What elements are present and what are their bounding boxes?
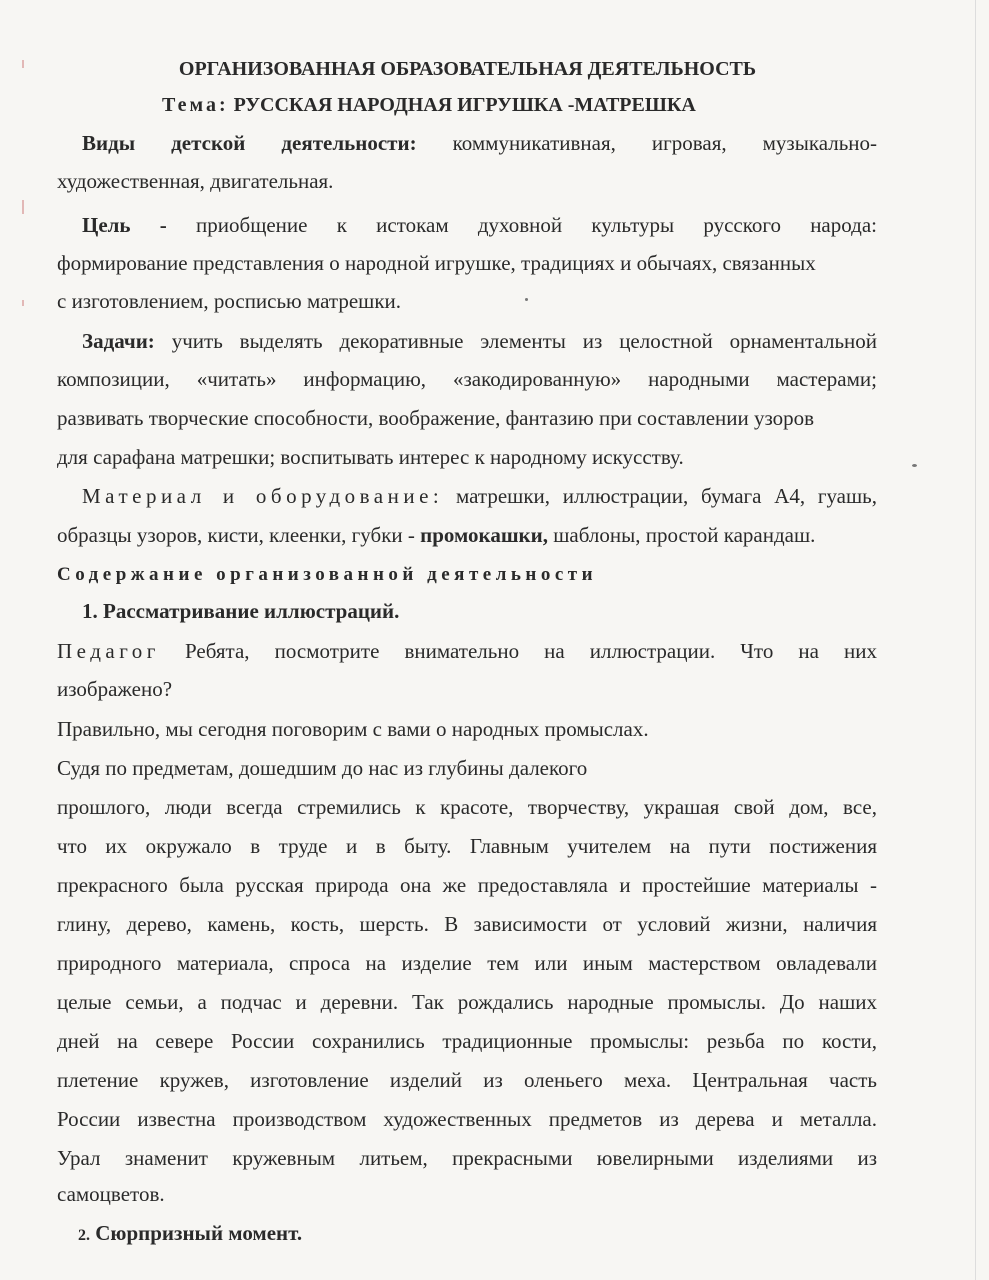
body-line: дней на севере России сохранились традиционные промыслы: резьба по кости, bbox=[57, 1029, 877, 1053]
topic-text: РУССКАЯ НАРОДНАЯ ИГРУШКА -МАТРЕШКА bbox=[233, 94, 696, 116]
content-heading: Содержание организованной деятельности bbox=[57, 564, 598, 585]
materials-text-c: шаблоны, простой карандаш. bbox=[553, 523, 816, 547]
body-line: прошлого, люди всегда стремились к красоте, творчеству, украшая свой дом, все, bbox=[57, 795, 877, 819]
tasks-label: Задачи: bbox=[82, 329, 155, 353]
materials-text-a: образцы узоров, кисти, клеенки, губки - bbox=[57, 523, 415, 547]
topic-label: Тема: bbox=[162, 94, 229, 116]
activities-line-2: художественная, двигательная. bbox=[57, 169, 334, 193]
tasks-line-4: для сарафана матрешки; воспитывать интерес к народному искусству. bbox=[57, 445, 684, 469]
activities-label: Виды детской деятельности: bbox=[82, 131, 417, 155]
materials-label: Материал и оборудование: bbox=[82, 484, 444, 508]
materials-text-bold: промокашки, bbox=[420, 523, 548, 547]
materials-text: матрешки, иллюстрации, бумага А4, гуашь, bbox=[456, 484, 877, 508]
section-2-heading bbox=[78, 1220, 302, 1249]
materials-line-2 bbox=[57, 522, 815, 548]
body-line: плетение кружев, изготовление изделий из оленьего меха. Центральная часть bbox=[57, 1068, 877, 1092]
materials-line-1 bbox=[82, 483, 877, 509]
tasks-line-1 bbox=[82, 328, 877, 354]
scan-mark bbox=[22, 300, 24, 306]
goal-line-1 bbox=[82, 212, 877, 238]
scan-speck bbox=[912, 464, 917, 467]
teacher-line-2: изображено? bbox=[57, 677, 173, 701]
section-2-number: 2. bbox=[78, 1227, 90, 1244]
body-line: природного материала, спроса на изделие тем или иным мастерством овладевали bbox=[57, 951, 877, 975]
body-line: что их окружало в труде и в быту. Главным учителем на пути постижения bbox=[57, 834, 877, 858]
section-1-heading: 1. Рассматривание иллюстраций. bbox=[82, 599, 400, 623]
activities-text: коммуникативная, игровая, музыкально- bbox=[452, 131, 878, 155]
body-line: Урал знаменит кружевным литьем, прекрасными ювелирными изделиями из bbox=[57, 1146, 877, 1170]
paragraph-3: Судя по предметам, дошедшим до нас из глубины далекого bbox=[57, 756, 588, 780]
goal-line-2: формирование представления о народной игрушке, традициях и обычаях, связанных bbox=[57, 251, 816, 275]
scan-mark bbox=[22, 200, 24, 214]
scan-speck bbox=[525, 298, 528, 301]
goal-line-3: с изготовлением, росписью матрешки. bbox=[57, 289, 402, 313]
body-line: России известна производством художественных предметов из дерева и металла. bbox=[57, 1107, 877, 1131]
section-2-title: Сюрпризный момент. bbox=[95, 1221, 303, 1245]
document-title: ОРГАНИЗОВАННАЯ ОБРАЗОВАТЕЛЬНАЯ ДЕЯТЕЛЬНОСТЬ bbox=[178, 58, 757, 80]
teacher-text: Ребята, посмотрите внимательно на иллюстрации. Что на них bbox=[185, 639, 877, 663]
body-last-line: самоцветов. bbox=[57, 1182, 165, 1206]
scan-edge-line bbox=[975, 0, 976, 1280]
body-line: целые семьи, а подчас и деревни. Так рождались народные промыслы. До наших bbox=[57, 990, 877, 1014]
topic-line bbox=[162, 92, 696, 118]
body-line: глину, дерево, камень, кость, шерсть. В зависимости от условий жизни, наличия bbox=[57, 912, 877, 936]
activities-line-1 bbox=[82, 130, 877, 156]
tasks-text: учить выделять декоративные элементы из целостной орнаментальной bbox=[171, 329, 878, 353]
teacher-label: Педагог bbox=[57, 639, 160, 663]
paragraph-2: Правильно, мы сегодня поговорим с вами о народных промыслах. bbox=[57, 717, 649, 741]
teacher-line-1 bbox=[57, 638, 877, 664]
goal-text: приобщение к истокам духовной культуры русского народа: bbox=[196, 213, 877, 237]
tasks-line-2: композиции, «читать» информацию, «закодированную» народными мастерами; bbox=[57, 367, 877, 391]
tasks-line-3: развивать творческие способности, воображение, фантазию при составлении узоров bbox=[57, 406, 815, 430]
goal-label: Цель - bbox=[82, 213, 167, 237]
body-line: прекрасного была русская природа она же предоставляла и простейшие материалы - bbox=[57, 873, 877, 897]
